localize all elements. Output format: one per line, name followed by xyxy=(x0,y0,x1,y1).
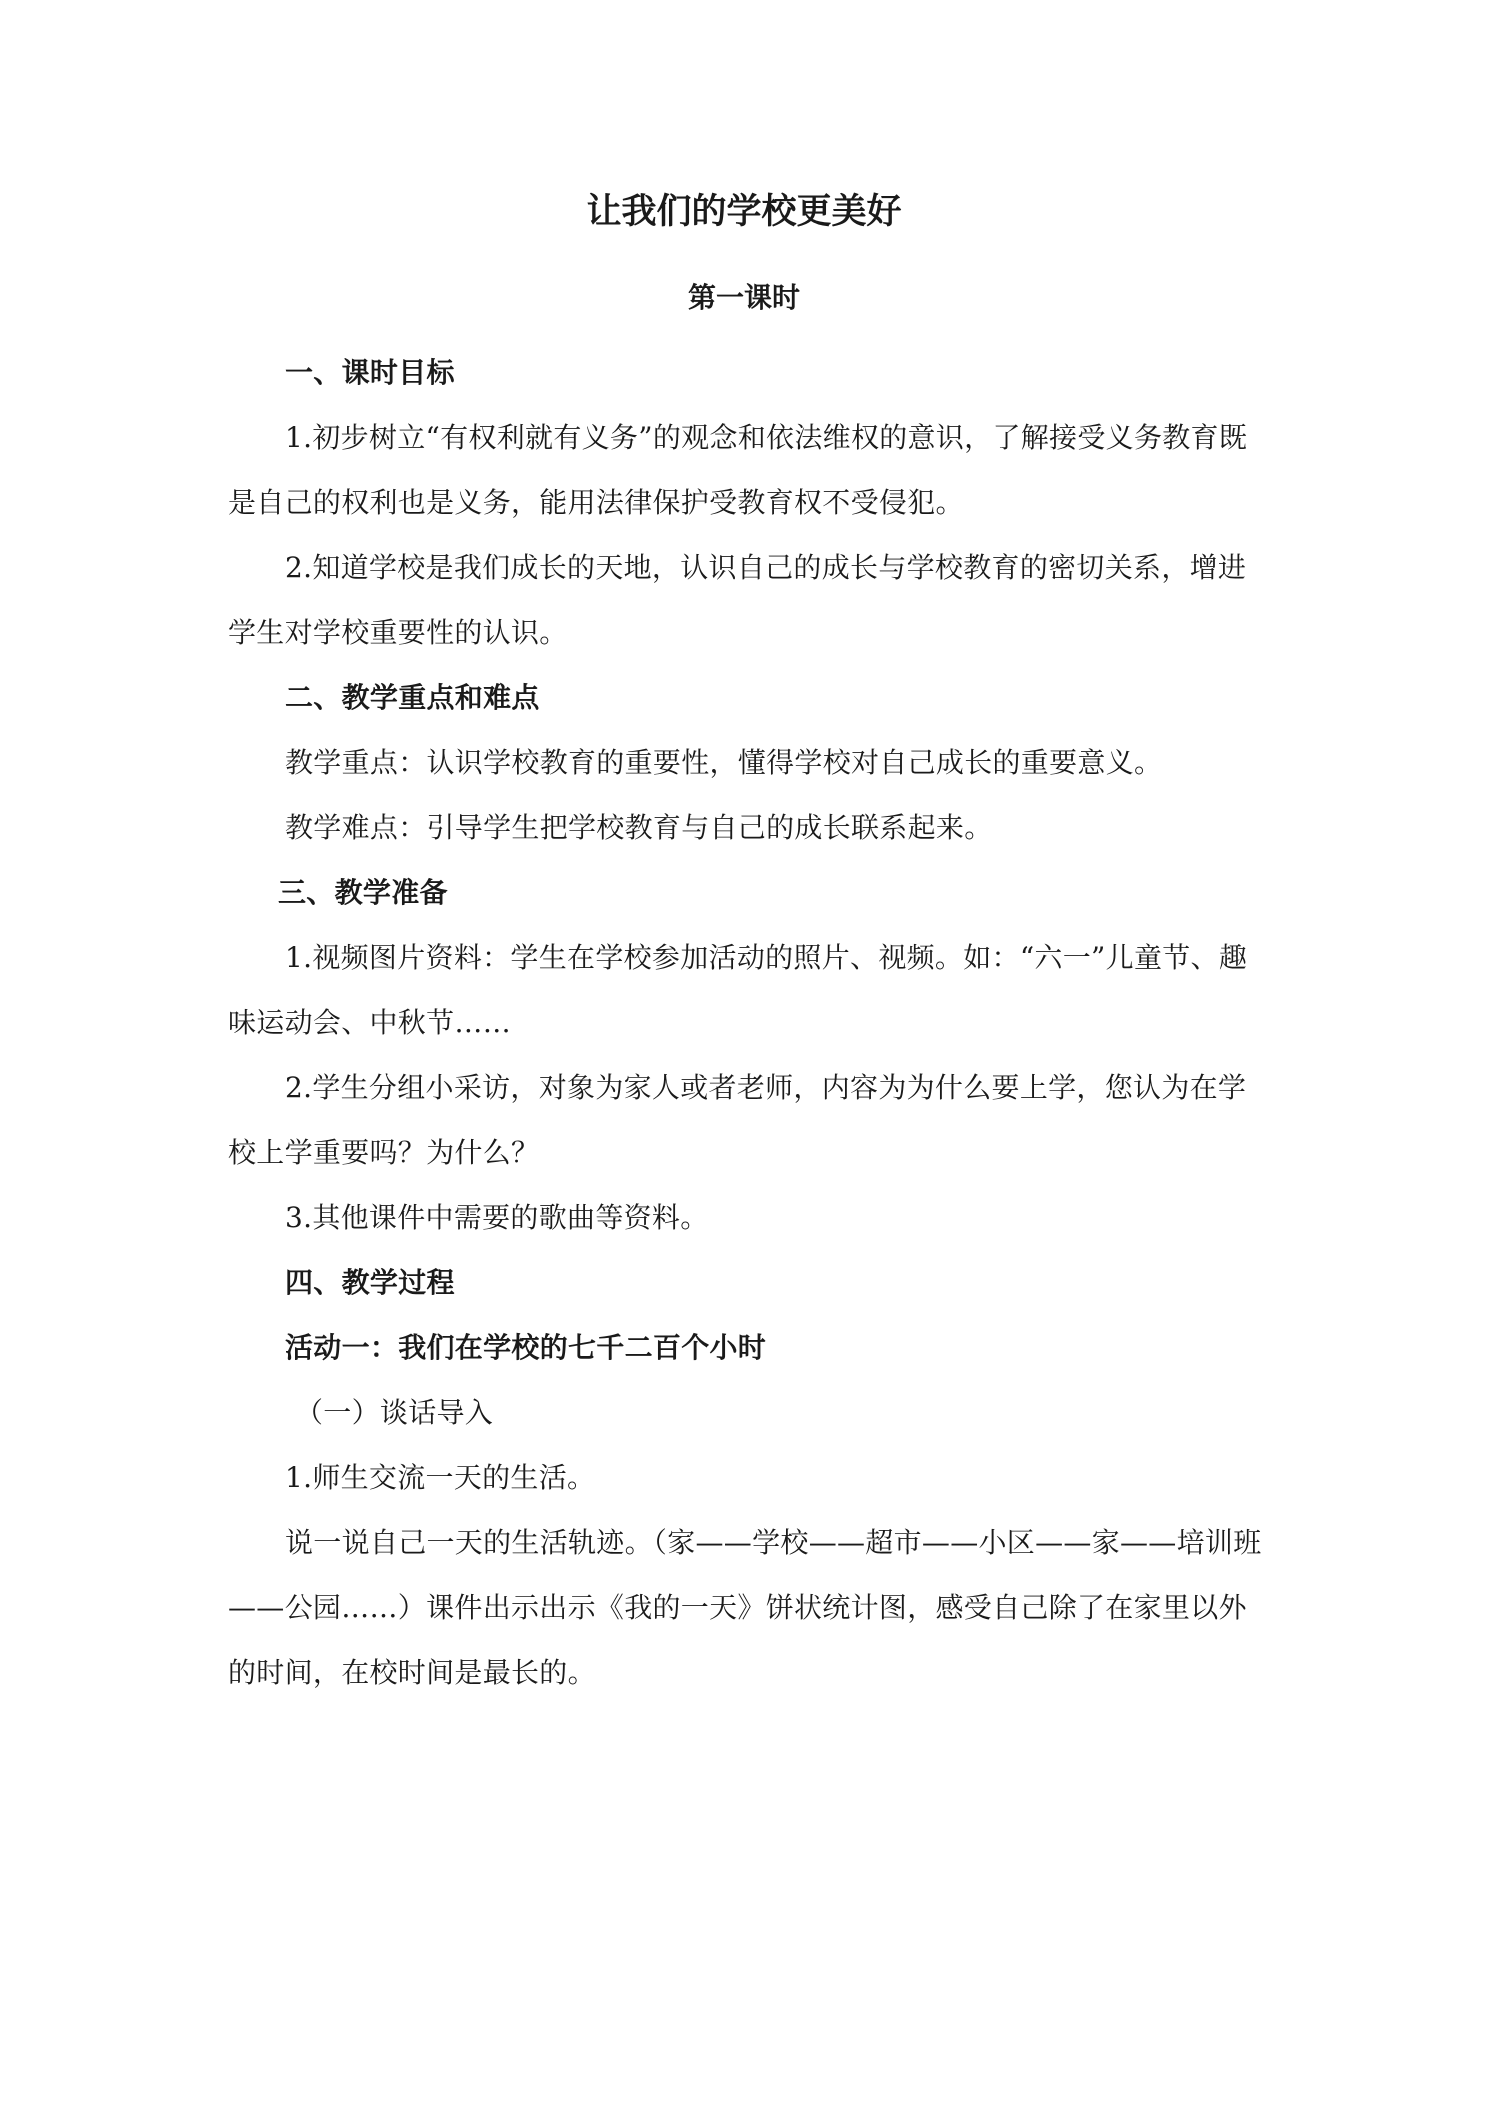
sub-heading-intro: （一）谈话导入 xyxy=(295,1396,494,1429)
section-heading-process: 四、教学过程 xyxy=(285,1266,455,1299)
section-heading-key-points: 二、教学重点和难点 xyxy=(285,681,540,714)
activity-title: 活动一：我们在学校的七千二百个小时 xyxy=(285,1331,767,1364)
section-heading-preparation: 三、教学准备 xyxy=(278,876,448,909)
preparation-item-3: 3.其他课件中需要的歌曲等资料。 xyxy=(285,1201,709,1234)
document-body xyxy=(228,340,1266,1705)
section-heading-objectives: 一、课时目标 xyxy=(285,356,455,389)
process-description: 说一说自己一天的生活轨迹。（家——学校——超市——小区——家——培训班——公园……）课件出示出示《我的一天》饼状统计图，感受自己除了在家里以外的时间，在校时间是最长的。 xyxy=(228,1526,1262,1689)
key-point-focus: 教学重点：认识学校教育的重要性，懂得学校对自己成长的重要意义。 xyxy=(285,746,1163,779)
objective-item-2: 2.知道学校是我们成长的天地，认识自己的成长与学校教育的密切关系，增进学生对学校重要性的认识。 xyxy=(228,551,1247,649)
key-point-difficulty: 教学难点：引导学生把学校教育与自己的成长联系起来。 xyxy=(285,811,993,844)
process-step-1: 1.师生交流一天的生活。 xyxy=(285,1461,596,1494)
document-title: 让我们的学校更美好 xyxy=(586,192,902,232)
objective-item-1: 1.初步树立“有权利就有义务”的观念和依法维权的意识，了解接受义务教育既是自己的权利也是义务，能用法律保护受教育权不受侵犯。 xyxy=(228,421,1248,519)
preparation-item-1: 1.视频图片资料：学生在学校参加活动的照片、视频。如：“六一”儿童节、趣味运动会、中秋节…… xyxy=(228,941,1248,1039)
lesson-subtitle: 第一课时 xyxy=(687,281,800,314)
preparation-item-2: 2.学生分组小采访，对象为家人或者老师，内容为为什么要上学，您认为在学校上学重要吗？为什么？ xyxy=(228,1071,1247,1169)
